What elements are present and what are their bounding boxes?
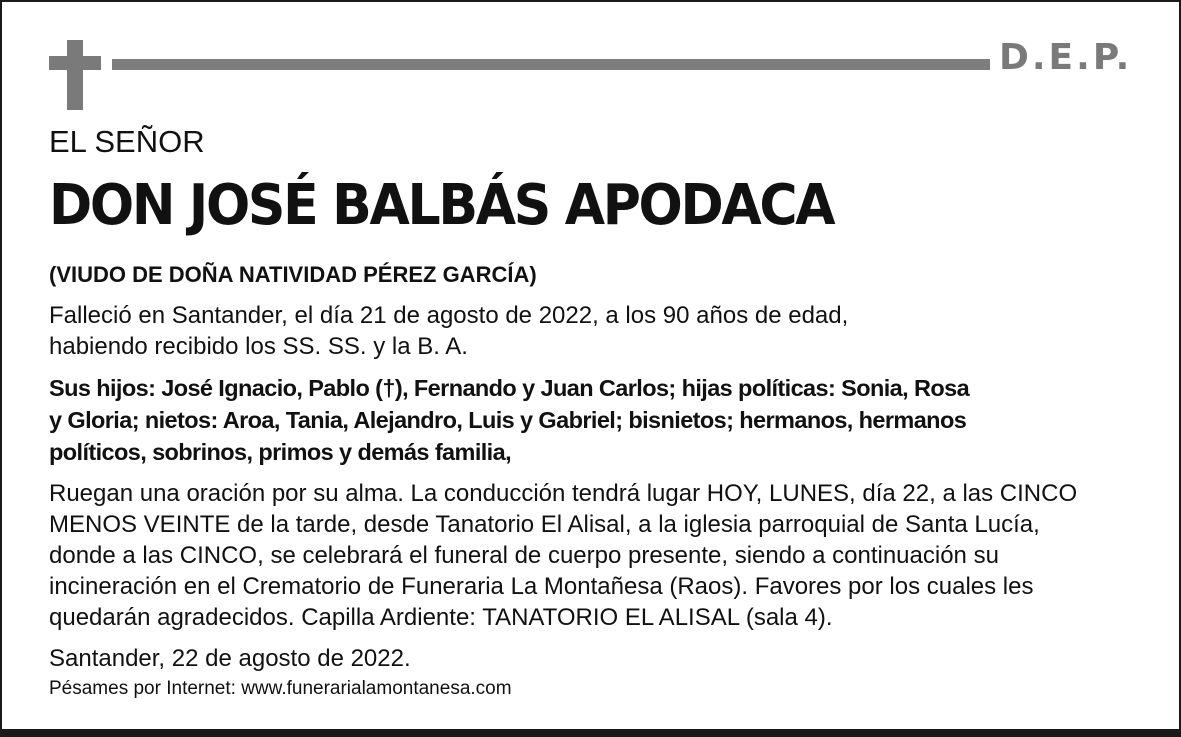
death-line: Falleció en Santander, el día 21 de agosto de 2022, a los 90 años de edad,: [49, 302, 849, 329]
death-paragraph: [49, 300, 848, 362]
ceremony-line: donde a las CINCO, se celebrará el funeral de cuerpo presente, siendo a continuación su: [49, 542, 999, 569]
deceased-name: DON JOSÉ BALBÁS APODACA: [49, 173, 834, 238]
ceremony-line: incineración en el Crematorio de Funeraria La Montañesa (Raos). Favores por los cuales les: [49, 573, 1034, 600]
family-line: políticos, sobrinos, primos y demás familia,: [49, 439, 512, 465]
place-date: Santander, 22 de agosto de 2022.: [49, 645, 411, 672]
family-line: y Gloria; nietos: Aroa, Tania, Alejandro, Luis y Gabriel; bisnietos; hermanos, hermanos: [49, 407, 967, 433]
family-paragraph: [49, 372, 969, 468]
header-rule: [112, 59, 990, 70]
death-line: habiendo recibido los SS. SS. y la B. A.: [49, 333, 468, 360]
dep-label: D.E.P.: [999, 37, 1133, 78]
ceremony-line: quedarán agradecidos. Capilla Ardiente: TANATORIO EL ALISAL (sala 4).: [49, 604, 833, 631]
widow-of: (VIUDO DE DOÑA NATIVIDAD PÉREZ GARCÍA): [49, 262, 537, 287]
family-line: Sus hijos: José Ignacio, Pablo (†), Fernando y Juan Carlos; hijas políticas: Sonia, Rosa: [49, 375, 970, 401]
cross-icon: [49, 40, 101, 110]
condolences-website: Pésames por Internet: www.funerarialamontanesa.com: [49, 678, 512, 699]
ceremony-paragraph: [49, 478, 1077, 633]
ceremony-line: MENOS VEINTE de la tarde, desde Tanatorio El Alisal, a la iglesia parroquial de Santa Lucía,: [49, 511, 1040, 538]
ceremony-line: Ruegan una oración por su alma. La conducción tendrá lugar HOY, LUNES, día 22, a las CINCO: [49, 480, 1078, 507]
honorific: EL SEÑOR: [49, 124, 205, 159]
